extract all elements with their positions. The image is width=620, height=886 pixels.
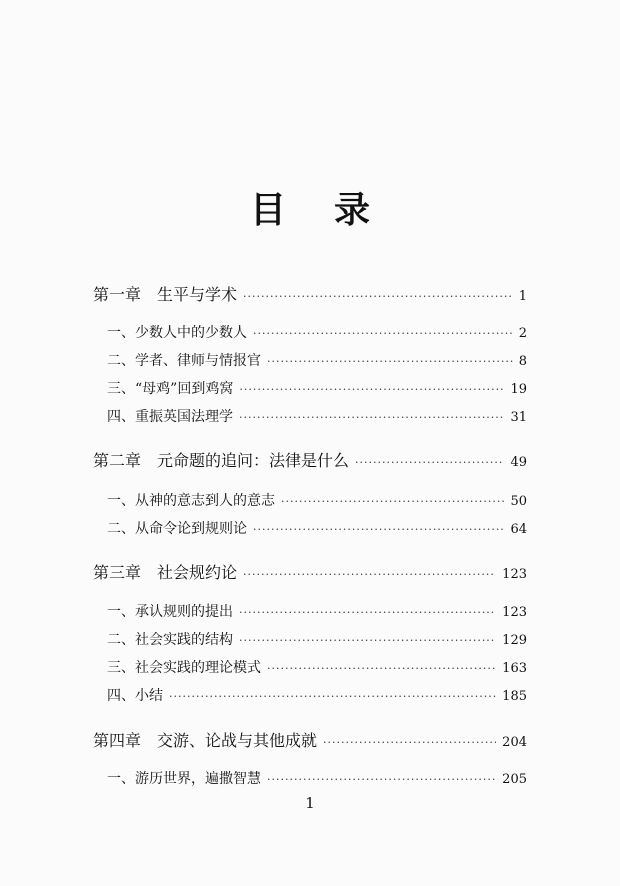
- entry-label: 一、从神的意志到人的意志: [107, 493, 275, 509]
- entry-page: 64: [510, 522, 527, 537]
- dot-leader: [243, 290, 513, 303]
- entry-label: 二、从命令论到规则论: [107, 521, 247, 537]
- dot-leader: [267, 355, 513, 368]
- entry-page: 123: [502, 605, 527, 620]
- dot-leader: [323, 736, 496, 749]
- entry-label: 三、社会实践的理论模式: [107, 660, 261, 676]
- entry-page: 185: [502, 689, 527, 704]
- toc-title: [0, 182, 620, 233]
- entry-page: 49: [510, 455, 527, 470]
- entry-page: 204: [502, 735, 527, 750]
- entry-label: 一、承认规则的提出: [107, 604, 233, 620]
- toc-entry-chapter-2[interactable]: [93, 448, 527, 471]
- entry-label: 第三章 社会规约论: [93, 563, 238, 582]
- dot-leader: [281, 495, 504, 508]
- toc-entry-chapter-3[interactable]: [93, 560, 527, 583]
- dot-leader: [253, 523, 504, 536]
- dot-leader: [267, 773, 496, 786]
- page-number: 1: [305, 794, 315, 812]
- toc-entry-chapter-1[interactable]: [93, 282, 527, 305]
- entry-label: 一、游历世界，遍撒智慧: [107, 771, 261, 787]
- dot-leader: [239, 411, 504, 424]
- dot-leader: [239, 606, 496, 619]
- entry-label: 第四章 交游、论战与其他成就: [93, 731, 318, 750]
- toc-entry-section[interactable]: [107, 768, 527, 788]
- entry-page: 8: [518, 354, 527, 369]
- entry-label: 三、“母鸡”回到鸡窝: [107, 381, 234, 397]
- toc-entry-section[interactable]: [107, 601, 527, 621]
- toc-title-char-2: 录: [334, 189, 371, 231]
- toc-entry-section[interactable]: [107, 629, 527, 649]
- entry-label: 第一章 生平与学术: [93, 285, 238, 304]
- entry-label: 第二章 元命题的追问：法律是什么: [93, 451, 350, 470]
- toc-entry-section[interactable]: [107, 490, 527, 510]
- entry-page: 205: [502, 772, 527, 787]
- entry-page: 2: [518, 326, 527, 341]
- toc-title-char-1: 目: [249, 189, 286, 231]
- dot-leader: [239, 634, 496, 647]
- entry-label: 四、重振英国法理学: [107, 409, 233, 425]
- dot-leader: [253, 327, 513, 340]
- entry-page: 163: [502, 661, 527, 676]
- toc-entry-section[interactable]: [107, 518, 527, 538]
- entry-label: 二、学者、律师与情报官: [107, 353, 261, 369]
- entry-page: 19: [510, 382, 527, 397]
- toc-entry-section[interactable]: [107, 685, 527, 705]
- entry-label: 二、社会实践的结构: [107, 632, 233, 648]
- entry-label: 一、少数人中的少数人: [107, 325, 247, 341]
- dot-leader: [355, 456, 504, 469]
- toc-entry-section[interactable]: [107, 657, 527, 677]
- dot-leader: [239, 383, 504, 396]
- entry-page: 123: [502, 567, 527, 582]
- toc-entry-section[interactable]: [107, 378, 527, 398]
- dot-leader: [169, 690, 496, 703]
- entry-page: 129: [502, 633, 527, 648]
- toc-entry-chapter-4[interactable]: [93, 728, 527, 751]
- entry-page: 31: [510, 410, 527, 425]
- entry-label: 四、小结: [107, 688, 163, 704]
- dot-leader: [243, 568, 496, 581]
- toc-entry-section[interactable]: [107, 350, 527, 370]
- dot-leader: [267, 662, 496, 675]
- toc-entry-section[interactable]: [107, 406, 527, 426]
- toc-entry-section[interactable]: [107, 322, 527, 342]
- entry-page: 1: [518, 289, 527, 304]
- entry-page: 50: [510, 494, 527, 509]
